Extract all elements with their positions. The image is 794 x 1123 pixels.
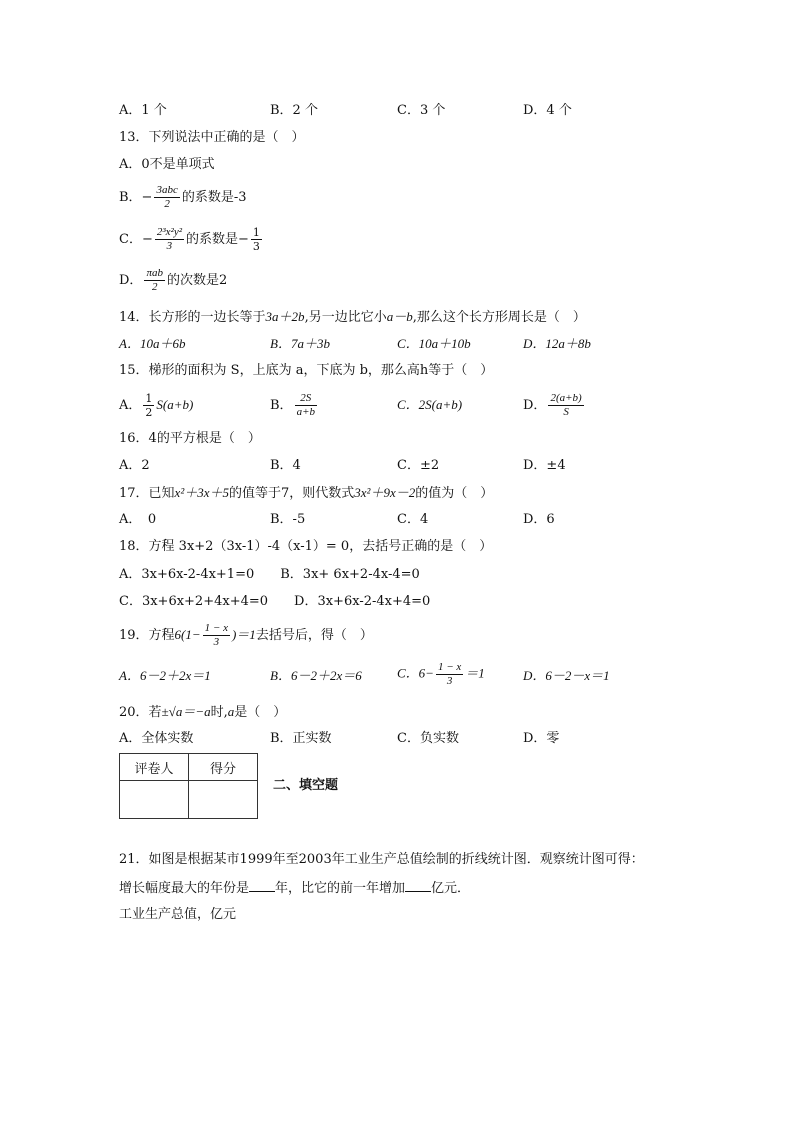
fraction: $\frac{2S}{a+b}$ [296, 392, 315, 418]
q12-option-c: C．3 个 [397, 103, 446, 118]
q15-option-b: B． $\frac{2S}{a+b}$ [270, 392, 315, 418]
q13-stem: 13．下列说法中正确的是（ ） [119, 130, 305, 145]
q16-option-a: A．2 [119, 458, 150, 473]
q15-option-c: C．2S(a+b) [397, 397, 463, 412]
q20-option-b: B．正实数 [270, 731, 332, 746]
section-title: 二、填空题 [273, 778, 339, 793]
fraction: $\frac{1}{3}$ [252, 226, 260, 253]
q21-question: 增长幅度最大的年份是 年，比它的前一年增加 亿元． [119, 881, 471, 896]
grader-cell[interactable] [120, 781, 189, 819]
fraction: $\frac{1 - x}{3}$ [437, 661, 462, 687]
q15-option-a: A． $\frac{1}{2}$ S(a+b) [119, 392, 194, 419]
q17-option-d: D．6 [523, 512, 555, 527]
q18-stem: 18．方程 3x+2（3x-1）-4（x-1）= 0，去括号正确的是（ ） [119, 539, 493, 554]
fraction: $\frac{\text{3abc}}{2}$ [156, 184, 178, 210]
q21-stem: 21．如图是根据某市1999年至2003年工业生产总值绘制的折线统计图．观察统计图可得： [119, 852, 644, 867]
q13-option-a: A．0不是单项式 [119, 157, 215, 172]
q19-option-c: C．6− $\frac{1 - x}{3}$ ＝1 [397, 661, 485, 687]
q16-option-d: D．±4 [523, 458, 566, 473]
q17-option-a: A． 0 [119, 512, 157, 527]
q20-option-d: D．零 [523, 731, 560, 746]
grader-header: 评卷人 [120, 754, 189, 781]
score-header: 得分 [189, 754, 258, 781]
q12-option-b: B．2 个 [270, 103, 318, 118]
fraction: $\frac{\text{2³x²y²}}{3}$ [156, 226, 183, 252]
q13-option-b: B．− $\frac{\text{3abc}}{2}$ 的系数是-3 [119, 184, 247, 210]
q19-option-a: A．6－2＋2x＝1 [119, 668, 211, 683]
fraction: $\frac{2(a+b)}{S}$ [550, 392, 582, 418]
q20-option-a: A．全体实数 [119, 731, 194, 746]
q20-stem: 20．若±√a＝−a时,a是（ ） [119, 704, 287, 720]
q16-option-b: B．4 [270, 458, 301, 473]
q18-options-row2: C．3x+6x+2+4x+4=0 D．3x+6x-2-4x+4=0 [119, 594, 431, 609]
q16-stem: 16．4的平方根是（ ） [119, 431, 261, 446]
fraction: $\frac{1 - x}{3}$ [204, 622, 228, 648]
q17-option-c: C．4 [397, 512, 429, 527]
q13-option-d: D． $\frac{\text{πab}}{2}$ 的次数是2 [119, 267, 228, 293]
q17-option-b: B．-5 [270, 512, 306, 527]
fraction: $\frac{\text{πab}}{2}$ [146, 267, 163, 293]
q18-options-row1: A．3x+6x-2-4x+1=0 B．3x+ 6x+2-4x-4=0 [119, 567, 420, 582]
q17-stem: 17．已知x²＋3x＋5的值等于7，则代数式3x²＋9x－2的值为（ ） [119, 485, 494, 501]
chart-ylabel: 工业生产总值，亿元 [119, 907, 237, 922]
q19-option-d: D．6－2－x＝1 [523, 668, 610, 683]
q14-option-c: C．10a＋10b [397, 336, 471, 351]
answer-blank-year[interactable] [249, 879, 275, 892]
q14-option-b: B．7a＋3b [270, 336, 330, 351]
q14-option-d: D．12a＋8b [523, 336, 591, 351]
q19-stem: 19．方程6(1− $\frac{1 - x}{3}$ )＝1去括号后，得（ ） [119, 622, 373, 648]
q12-option-a: A．1 个 [119, 103, 167, 118]
q14-option-a: A．10a＋6b [119, 336, 186, 351]
q19-option-b: B．6－2＋2x＝6 [270, 668, 362, 683]
fraction: $\frac{1}{2}$ [145, 392, 153, 419]
score-cell[interactable] [189, 781, 258, 819]
score-table [119, 753, 258, 819]
q12-option-d: D．4 个 [523, 103, 572, 118]
q15-option-d: D． $\frac{2(a+b)}{S}$ [523, 392, 582, 418]
q20-option-c: C．负实数 [397, 731, 459, 746]
q14-stem: 14．长方形的一边长等于3a＋2b,另一边比它小a－b,那么这个长方形周长是（ ） [119, 309, 586, 325]
q13-option-c: C．− $\frac{\text{2³x²y²}}{3}$ 的系数是− $\frac{1}{3}$ [119, 226, 260, 253]
answer-blank-amount[interactable] [405, 879, 431, 892]
q15-stem: 15．梯形的面积为 S，上底为 a，下底为 b，那么高h等于（ ） [119, 363, 494, 378]
q16-option-c: C．±2 [397, 458, 440, 473]
